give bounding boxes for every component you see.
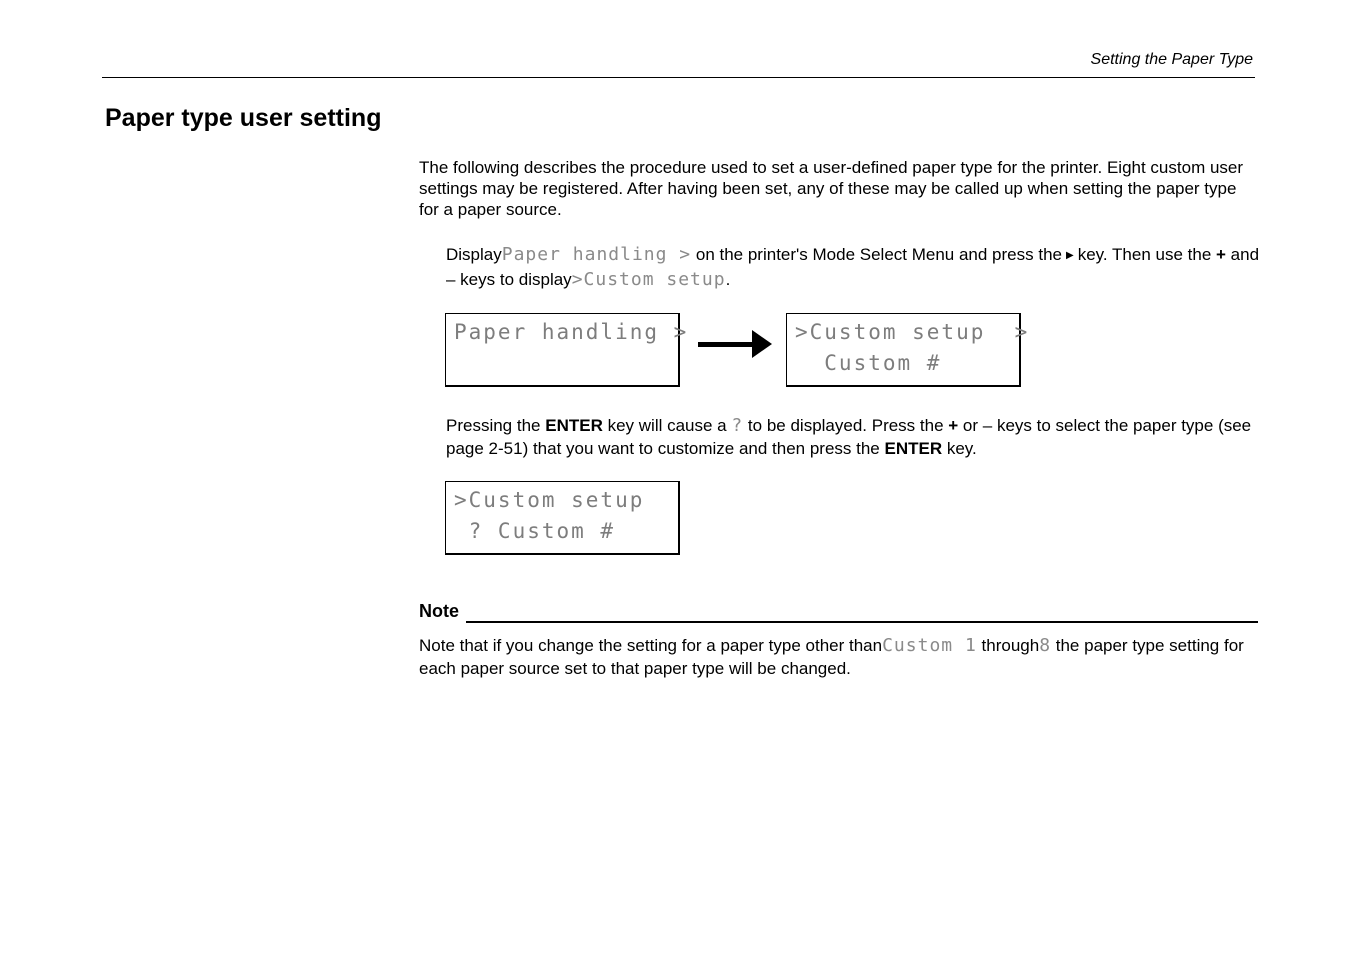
step-1-text-3: key. Then use the bbox=[1077, 245, 1216, 264]
plus-key-label: + bbox=[1216, 245, 1226, 264]
plus-key-label: + bbox=[948, 416, 959, 435]
note-heading: Note bbox=[419, 601, 459, 621]
lcd-display-paper-handling bbox=[445, 313, 689, 387]
lcd-line-1: >Custom setup bbox=[454, 488, 645, 512]
right-triangle-key-icon: ▶ bbox=[1066, 250, 1074, 261]
lcd-inline-custom-1: Custom 1 bbox=[882, 635, 977, 656]
step-1-text-2: on the printer's Mode Select Menu and press the bbox=[691, 245, 1062, 264]
lcd-inline-custom-setup: >Custom setup bbox=[571, 269, 726, 290]
note-text-3: the paper type setting for each paper source set to that paper type will be changed. bbox=[419, 636, 1244, 678]
step-1-paragraph bbox=[446, 243, 1266, 292]
enter-key-label: ENTER bbox=[545, 416, 603, 435]
lcd-inline-paper-handling: Paper handling > bbox=[501, 244, 692, 265]
step-1-text-4: and – keys to display bbox=[446, 245, 1260, 289]
note-body bbox=[419, 634, 1259, 680]
intro-paragraph: The following describes the procedure used to set a user-defined paper type for the printer. Eight custom user settings may be registered. After having been set, any of these may be called up when setting the paper type for a paper source. bbox=[419, 158, 1244, 219]
note-text-2: through bbox=[976, 636, 1040, 655]
step-1-text-5: . bbox=[725, 270, 731, 289]
step-2-paragraph bbox=[446, 414, 1266, 460]
right-arrow-icon bbox=[698, 328, 774, 360]
lcd-display-custom-select bbox=[445, 481, 680, 555]
running-header: Setting the Paper Type bbox=[1090, 51, 1253, 68]
step-2-text-1: Pressing the bbox=[446, 416, 546, 435]
lcd-line-1: >Custom setup > bbox=[795, 320, 1030, 344]
step-2-text-4: or – keys to select the paper type (see page 2-51) that you want to customize and then press the bbox=[446, 416, 1252, 458]
step-2-text-2: key will cause a bbox=[602, 416, 732, 435]
step-2-text-3: to be displayed. Press the bbox=[743, 416, 949, 435]
lcd-inline-question-mark: ? bbox=[731, 415, 744, 436]
lcd-inline-8: 8 bbox=[1039, 635, 1052, 656]
step-1-text-1: Display bbox=[446, 245, 502, 264]
lcd-display-custom-setup bbox=[786, 313, 1030, 387]
lcd-line-2: ? Custom # bbox=[454, 519, 616, 543]
lcd-line-1: Paper handling > bbox=[454, 320, 689, 344]
step-2-text-5: key. bbox=[942, 439, 977, 458]
enter-key-label: ENTER bbox=[884, 439, 943, 458]
section-title: Paper type user setting bbox=[105, 104, 382, 132]
note-rule bbox=[466, 621, 1258, 623]
header-rule bbox=[102, 77, 1255, 78]
note-text-1: Note that if you change the setting for a paper type other than bbox=[419, 636, 883, 655]
lcd-line-2: Custom # bbox=[795, 351, 942, 375]
